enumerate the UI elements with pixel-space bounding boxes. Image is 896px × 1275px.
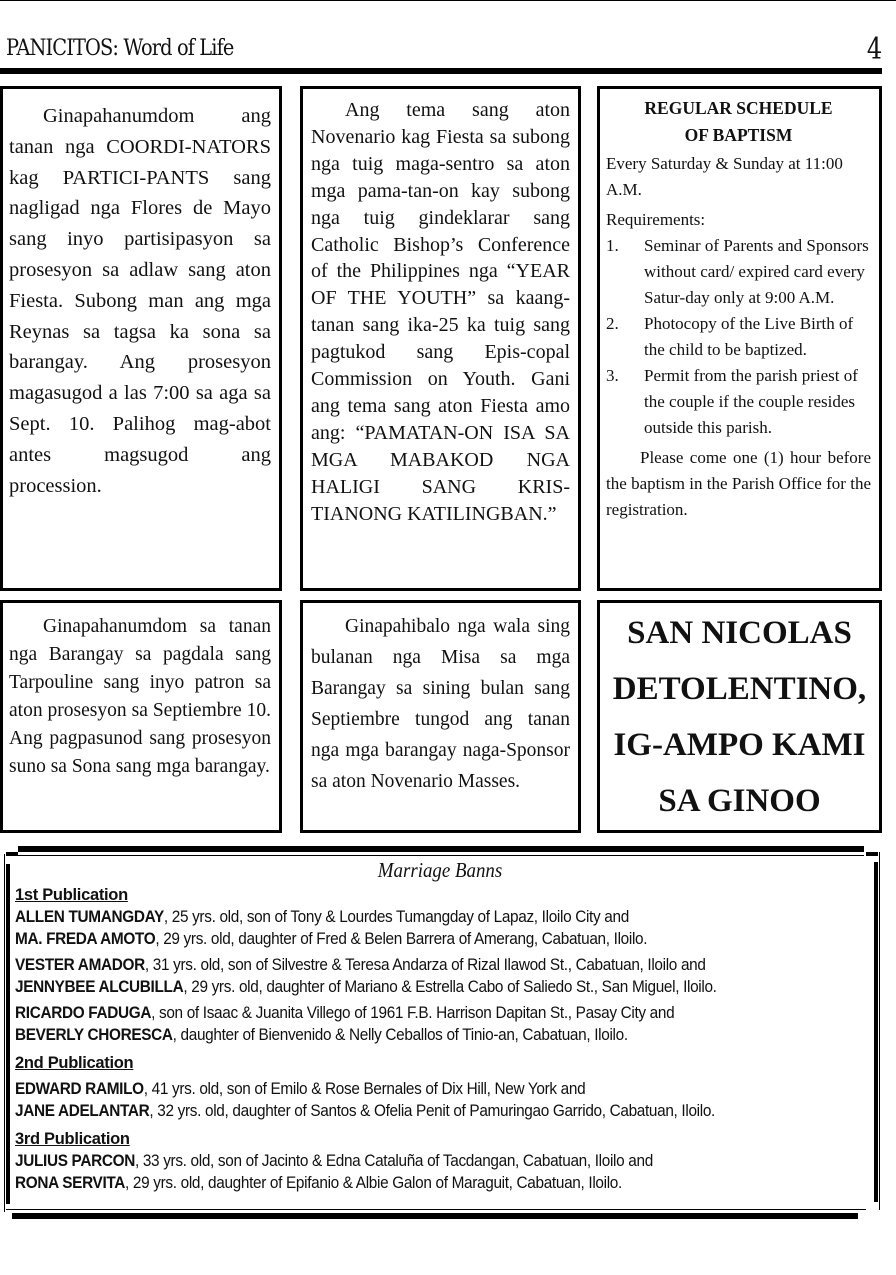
groom-name: EDWARD RAMILO: [15, 1080, 144, 1098]
prayer-line: IG-AMPO KAMI: [613, 726, 866, 763]
header-rule: [0, 68, 882, 74]
frame-corner: [866, 852, 878, 862]
page-top-border: [0, 0, 896, 1]
frame-border-left-thin: [4, 854, 5, 1212]
prayer-line: SAN NICOLAS: [627, 614, 852, 651]
banns-couple: [15, 1150, 865, 1194]
requirement-number: 2.: [606, 314, 619, 333]
marriage-banns-title: Marriage Banns: [377, 858, 503, 882]
baptism-schedule-box: [597, 86, 882, 591]
requirements-label: Requirements:: [606, 210, 706, 229]
requirement-text: Permit from the parish priest of the couple if the couple resides outside this parish.: [644, 366, 858, 437]
bride-details: , 29 yrs. old, daughter of Fred & Belen Barrera of Amerang, Cabatuan, Iloilo.: [155, 930, 648, 948]
article-coordinators: [0, 86, 282, 591]
banns-couple: [15, 1002, 865, 1046]
publication-heading: 3rd Publication: [15, 1130, 130, 1148]
groom-name: JULIUS PARCON: [15, 1152, 135, 1170]
banns-couple: [15, 954, 865, 998]
prayer-line: SA GINOO: [658, 782, 821, 819]
newsletter-title: PANICITOS: Word of Life: [6, 36, 234, 61]
requirement-number: 3.: [606, 366, 619, 385]
groom-details: , 41 yrs. old, son of Emilo & Rose Bernales of Dix Hill, New York and: [143, 1080, 586, 1098]
article-barangay-tarpaulin: [0, 600, 282, 833]
requirements-list: [606, 233, 871, 441]
baptism-title-line-1: REGULAR SCHEDULE: [644, 98, 833, 118]
article-novenario-masses: [300, 600, 581, 833]
bride-name: RONA SERVITA: [15, 1174, 126, 1192]
marriage-banns-section: [4, 846, 880, 1219]
page-number: 4: [866, 32, 882, 67]
bride-details: , daughter of Bienvenido & Nelly Ceballos of Tinio-an, Cabatuan, Iloilo.: [172, 1026, 628, 1044]
frame-border-bottom-thin: [6, 1209, 866, 1210]
frame-border-bottom: [12, 1213, 858, 1219]
bride-name: JANE ADELANTAR: [15, 1102, 150, 1120]
article-fiesta-theme: [300, 86, 581, 591]
requirement-item: [606, 233, 871, 311]
page-header: [6, 32, 882, 67]
groom-details: , 25 yrs. old, son of Tony & Lourdes Tumangday of Lapaz, Iloilo City and: [163, 908, 629, 926]
publication-heading: 2nd Publication: [15, 1054, 134, 1072]
banns-couple: [15, 906, 865, 950]
baptism-schedule-title: [606, 95, 871, 149]
banns-couple: [15, 1078, 865, 1122]
requirement-item: [606, 363, 871, 441]
groom-details: , son of Isaac & Juanita Villego of 1961 F.B. Harrison Dapitan St., Pasay City and: [151, 1004, 675, 1022]
bride-details: , 32 yrs. old, daughter of Santos & Ofelia Penit of Pamuringao Garrido, Cabatuan, Iloilo.: [149, 1102, 715, 1120]
prayer-box: [597, 600, 882, 833]
article-barangay-text: Ginapahanumdom sa tanan nga Barangay sa pagdala sang Tarpouline sang inyo patron sa aton prosesyon sa Septiembre 10. Ang pagpasunod sang prosesyon suno sa Sona sang mga barangay.: [9, 616, 271, 777]
article-coordinators-text: Ginapahanumdom ang tanan nga COORDI-NATORS kag PARTICI-PANTS sang nagligad nga Flores de Mayo sang inyo partisipasyon sa prosesyon sa adlaw sang aton Fiesta. Subong man ang mga Reynas sa tagsa ka sona sa barangay. Ang prosesyon magasugod a las 7:00 sa aga sa Sept. 10. Palihog mag-abot antes magsugod ang procession.: [9, 105, 271, 497]
frame-border-right: [874, 862, 878, 1202]
prayer-line: DETOLENTINO,: [612, 670, 867, 707]
bride-name: BEVERLY CHORESCA: [15, 1026, 173, 1044]
publication-heading: 1st Publication: [15, 886, 128, 904]
groom-details: , 33 yrs. old, son of Jacinto & Edna Cataluña of Tacdangan, Cabatuan, Iloilo and: [134, 1152, 653, 1170]
baptism-title-line-2: OF BAPTISM: [684, 125, 793, 145]
frame-border-top: [18, 846, 864, 852]
groom-name: VESTER AMADOR: [15, 956, 145, 974]
baptism-closing-note: Please come one (1) hour before the baptism in the Parish Office for the registration.: [606, 448, 871, 519]
bride-details: , 29 yrs. old, daughter of Mariano & Estrella Cabo of Saliedo St., San Miguel, Iloilo.: [183, 978, 717, 996]
bride-name: JENNYBEE ALCUBILLA: [15, 978, 184, 996]
requirement-text: Seminar of Parents and Sponsors without card/ expired card every Satur-day only at 9:00 A.M.: [644, 236, 869, 307]
baptism-schedule-time: Every Saturday & Sunday at 11:00 A.M.: [606, 154, 843, 199]
groom-name: RICARDO FADUGA: [15, 1004, 152, 1022]
requirement-number: 1.: [606, 236, 619, 255]
frame-border-left: [6, 864, 10, 1204]
groom-name: ALLEN TUMANGDAY: [15, 908, 164, 926]
groom-details: , 31 yrs. old, son of Silvestre & Teresa Andarza of Rizal Ilawod St., Cabatuan, Iloilo and: [144, 956, 706, 974]
requirement-text: Photocopy of the Live Birth of the child to be baptized.: [644, 314, 854, 359]
article-fiesta-theme-text: Ang tema sang aton Novenario kag Fiesta sa subong nga tuig maga-sentro sa aton mga pama-tan-on kay subong nga tuig gindeklarar sang Catholic Bishop’s Conference of the Philippines nga “YEAR OF THE YOUTH” sa kaang-tanan sang ika-25 ka tuig sang pagtukod sang Epis-copal Commission on Youth. Gani ang tema sang aton Fiesta amo ang: “PAMATAN-ON ISA SA MGA MABAKOD NGA HALIGI SANG KRIS-TIANONG KATILINGBAN.”: [311, 99, 570, 525]
frame-border-right-thin: [879, 852, 880, 1210]
bride-name: MA. FREDA AMOTO: [15, 930, 156, 948]
requirement-item: [606, 311, 871, 363]
bride-details: , 29 yrs. old, daughter of Epifanio & Albie Galon of Maraguit, Cabatuan, Iloilo.: [125, 1174, 622, 1192]
article-masses-text: Ginapahibalo nga wala sing bulanan nga Misa sa mga Barangay sa sining bulan sang Septiembre tungod ang tanan nga mga barangay naga-Sponsor sa aton Novenario Masses.: [311, 616, 570, 792]
